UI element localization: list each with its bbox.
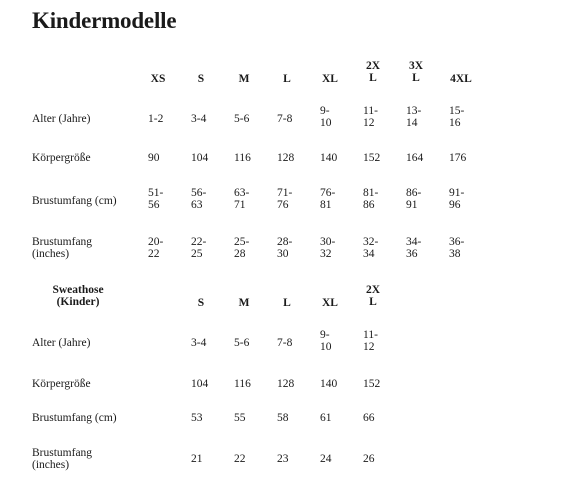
table1-header-7: 4XL (450, 73, 472, 85)
table1-cell: 51- 56 (148, 187, 164, 211)
table2-cell: 128 (277, 378, 295, 390)
table1-cell: 90 (148, 152, 160, 164)
table1-cell: 56- 63 (191, 187, 207, 211)
table2-cell: 24 (320, 453, 332, 465)
table1-cell: 128 (277, 152, 295, 164)
table1-cell: 28- 30 (277, 236, 293, 260)
table2-cell: 21 (191, 453, 203, 465)
table1-cell: 34- 36 (406, 236, 422, 260)
table2-cell: 104 (191, 378, 209, 390)
table2-cell: 116 (234, 378, 251, 390)
table1-row-label: Brustumfang (cm) (32, 195, 117, 207)
table2-cell: 61 (320, 412, 332, 424)
table1-cell: 164 (406, 152, 424, 164)
table2-header-3: XL (322, 297, 338, 309)
table2-cell: 23 (277, 453, 289, 465)
table2-row-label: Körpergröße (32, 378, 91, 390)
table1-cell: 11- 12 (363, 105, 378, 129)
table2-header-0: S (197, 297, 205, 309)
table1-cell: 86- 91 (406, 187, 422, 211)
table2-cell: 58 (277, 412, 289, 424)
table1-row-label: Alter (Jahre) (32, 113, 91, 125)
table2-row-label: Brustumfang (inches) (32, 447, 93, 471)
table1-header-2: M (238, 73, 250, 85)
table2-cell: 152 (363, 378, 381, 390)
table2-cell: 9- 10 (320, 329, 332, 353)
table1-cell: 71- 76 (277, 187, 293, 211)
table1-cell: 22- 25 (191, 236, 207, 260)
table1-cell: 152 (363, 152, 381, 164)
table1-cell: 91- 96 (449, 187, 465, 211)
table1-cell: 30- 32 (320, 236, 336, 260)
table1-cell: 63- 71 (234, 187, 250, 211)
table2-section-title: Sweathose (Kinder) (52, 284, 104, 308)
table1-cell: 140 (320, 152, 338, 164)
table1-header-3: L (283, 73, 291, 85)
table1-header-0: XS (150, 73, 166, 85)
table1-cell: 3-4 (191, 113, 207, 125)
table2-cell: 5-6 (234, 337, 250, 349)
table1-cell: 7-8 (277, 113, 293, 125)
table1-cell: 76- 81 (320, 187, 336, 211)
table1-header-4: XL (322, 73, 338, 85)
table1-row-label: Körpergröße (32, 152, 91, 164)
table1-cell: 9- 10 (320, 105, 332, 129)
table2-header-2: L (283, 297, 291, 309)
table1-row-label: Brustumfang (inches) (32, 236, 93, 260)
table1-header-5: 2X L (365, 60, 381, 84)
table2-cell: 3-4 (191, 337, 207, 349)
table1-cell: 32- 34 (363, 236, 379, 260)
table2-cell: 140 (320, 378, 338, 390)
table1-cell: 5-6 (234, 113, 250, 125)
table1-cell: 13- 14 (406, 105, 422, 129)
table1-cell: 20- 22 (148, 236, 164, 260)
table1-header-6: 3X L (408, 60, 424, 84)
table2-header-4: 2X L (365, 284, 381, 308)
table1-cell: 25- 28 (234, 236, 250, 260)
table2-cell: 55 (234, 412, 246, 424)
table2-cell: 22 (234, 453, 246, 465)
table1-cell: 176 (449, 152, 467, 164)
table1-cell: 36- 38 (449, 236, 465, 260)
table2-cell: 26 (363, 453, 375, 465)
page-title: Kindermodelle (32, 8, 177, 33)
table2-cell: 7-8 (277, 337, 293, 349)
table1-cell: 116 (234, 152, 251, 164)
table2-row-label: Brustumfang (cm) (32, 412, 117, 424)
table1-header-1: S (197, 73, 205, 85)
table1-cell: 15- 16 (449, 105, 465, 129)
table2-cell: 53 (191, 412, 203, 424)
table2-cell: 11- 12 (363, 329, 378, 353)
table1-cell: 104 (191, 152, 209, 164)
table2-cell: 66 (363, 412, 375, 424)
table1-cell: 81- 86 (363, 187, 379, 211)
table1-cell: 1-2 (148, 113, 164, 125)
table2-header-1: M (238, 297, 250, 309)
table2-row-label: Alter (Jahre) (32, 337, 91, 349)
